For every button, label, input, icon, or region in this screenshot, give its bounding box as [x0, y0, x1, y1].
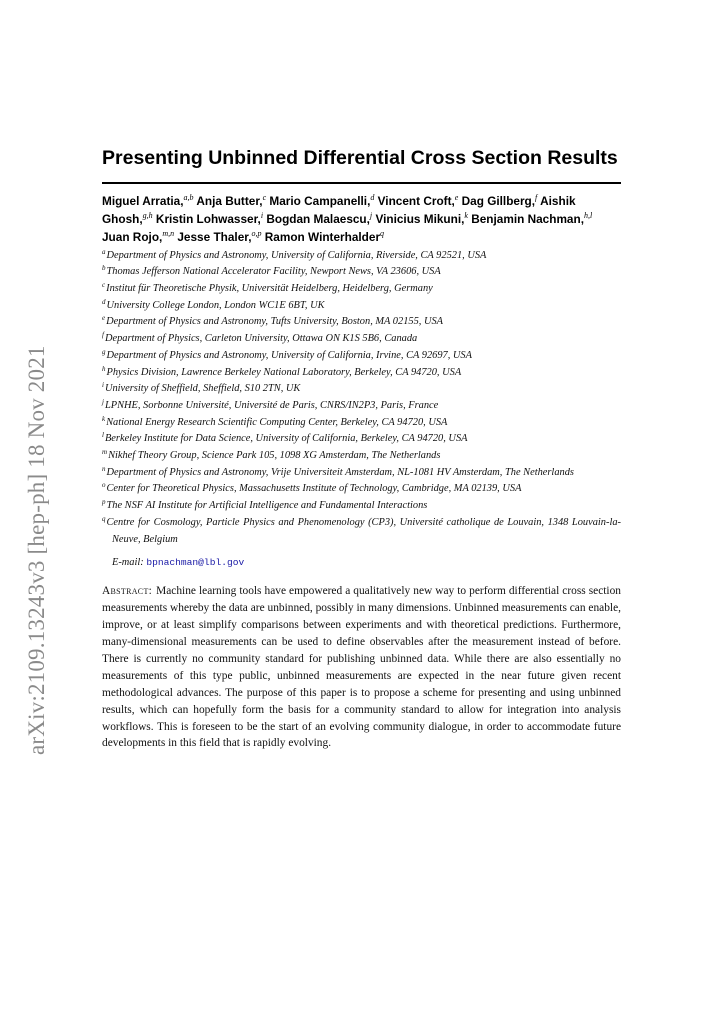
affiliation-key: n: [102, 464, 106, 473]
author: [375, 212, 468, 226]
affiliation-item: [102, 398, 621, 415]
author: [156, 212, 263, 226]
affiliation-text: University of Sheffield, Sheffield, S10 2TN, UK: [104, 383, 301, 395]
author-affiliation-mark: f: [535, 192, 538, 202]
author-name: Jesse Thaler,: [177, 229, 252, 244]
abstract-heading: Abstract:: [102, 585, 153, 598]
author: [471, 212, 592, 226]
affiliation-key: h: [102, 364, 106, 373]
author: [102, 194, 194, 208]
affiliation-text: Center for Theoretical Physics, Massachusetts Institute of Technology, Cambridge, MA 02139, USA: [106, 483, 522, 495]
affiliation-key: m: [102, 448, 108, 457]
abstract-text: Machine learning tools have empowered a qualitatively new way to perform differential cross section measurements whereby the data are unbinned, possibly in many dimensions. Unbinned measurements can enable, improve, or at least simplify comparisons between experiments and with theoretical predictions. Furthermore, many-dimensional measurements can be used to define observables after the measurement instead of before. There is currently no community standard for publishing unbinned data. While there are also essentially no measurements of this type public, unbinned measurements are expected in the near future given recent methodological advances. The purpose of this paper is to propose a scheme for presenting and using unbinned results, which can hopefully form the basis for a community standard to allow for integration into analysis workflows. This is foreseen to be the start of an evolving community dialogue, in order to accommodate future developments in this field that is rapidly evolving.: [102, 585, 621, 750]
author-name: Kristin Lohwasser,: [155, 211, 261, 226]
author: [462, 194, 538, 208]
author-name: Dag Gillberg,: [461, 193, 536, 208]
author-name: Juan Rojo,: [102, 229, 163, 244]
affiliation-list: [102, 248, 621, 549]
author-affiliation-mark: j: [369, 210, 373, 220]
affiliation-text: Department of Physics and Astronomy, University of California, Irvine, CA 92697, USA: [106, 349, 472, 361]
title-rule: [102, 182, 621, 184]
paper-title: Presenting Unbinned Differential Cross Section Results: [102, 147, 618, 169]
email-link[interactable]: bpnachman@lbl.gov: [146, 557, 245, 569]
affiliation-key: i: [102, 381, 104, 390]
affiliation-text: Physics Division, Lawrence Berkeley National Laboratory, Berkeley, CA 94720, USA: [106, 366, 462, 378]
author: [269, 194, 374, 208]
affiliation-text: The NSF AI Institute for Artificial Intelligence and Fundamental Interactions: [106, 500, 428, 512]
author: [196, 194, 266, 208]
author-affiliation-mark: g,h: [142, 210, 153, 220]
affiliation-key: b: [102, 264, 106, 273]
author-affiliation-mark: c: [262, 192, 267, 202]
affiliation-item: [102, 365, 621, 382]
affiliation-item: [102, 498, 621, 515]
author-affiliation-mark: i: [260, 210, 264, 220]
affiliation-item: [102, 281, 621, 298]
author-affiliation-mark: d: [370, 192, 375, 202]
affiliation-text: Department of Physics, Carleton University, Ottawa ON K1S 5B6, Canada: [104, 333, 418, 345]
affiliation-key: p: [102, 498, 106, 507]
affiliation-item: [102, 465, 621, 482]
affiliation-item: [102, 415, 621, 432]
affiliation-key: q: [102, 514, 106, 523]
affiliation-item: [102, 381, 621, 398]
affiliation-item: [102, 298, 621, 315]
email-line: [112, 555, 621, 571]
affiliation-item: [102, 431, 621, 448]
author: [265, 230, 384, 244]
author-affiliation-mark: k: [464, 210, 468, 220]
affiliation-text: Thomas Jefferson National Accelerator Facility, Newport News, VA 23606, USA: [106, 266, 441, 278]
affiliation-key: g: [102, 347, 106, 356]
author-name: Mario Campanelli,: [269, 193, 371, 208]
author-name: Benjamin Nachman,: [471, 211, 584, 226]
arxiv-stamp: [14, 300, 74, 760]
author-affiliation-mark: q: [380, 228, 385, 238]
affiliation-text: Institut für Theoretische Physik, Universität Heidelberg, Heidelberg, Germany: [106, 283, 433, 294]
affiliation-key: a: [102, 247, 106, 256]
author: [266, 212, 372, 226]
affiliation-text: Berkeley Institute for Data Science, University of California, Berkeley, CA 94720, USA: [104, 433, 468, 445]
affiliation-text: Centre for Cosmology, Particle Physics and Phenomenology (CP3), Université catholique de Louvain, 1348 Louvain-la-Neuve, Belgium: [106, 516, 621, 545]
author-affiliation-mark: o,p: [251, 228, 262, 238]
author-name: Miguel Arratia,: [102, 193, 184, 208]
paper-front-matter: [102, 144, 621, 752]
abstract: [102, 583, 621, 752]
author-name: Vincent Croft,: [377, 193, 455, 208]
affiliation-key: f: [102, 331, 104, 340]
author-affiliation-mark: h,l: [583, 210, 593, 220]
affiliation-item: [102, 515, 621, 548]
affiliation-key: e: [102, 314, 106, 323]
affiliation-item: [102, 248, 621, 265]
affiliation-key: k: [102, 414, 106, 423]
affiliation-text: Department of Physics and Astronomy, Vrije Universiteit Amsterdam, NL-1081 HV Amsterdam, The Netherlands: [106, 466, 574, 478]
author: [102, 230, 174, 244]
affiliation-key: d: [102, 297, 106, 306]
author-affiliation-mark: e: [454, 192, 459, 202]
affiliation-text: Department of Physics and Astronomy, University of California, Riverside, CA 92521, USA: [106, 249, 487, 261]
author-affiliation-mark: a,b: [183, 192, 194, 202]
affiliation-text: Department of Physics and Astronomy, Tufts University, Boston, MA 02155, USA: [106, 316, 444, 328]
affiliation-item: [102, 331, 621, 348]
author: [177, 230, 261, 244]
affiliation-key: j: [102, 397, 104, 406]
email-label: E-mail:: [112, 557, 144, 569]
author: [378, 194, 459, 208]
affiliation-text: National Energy Research Scientific Computing Center, Berkeley, CA 94720, USA: [106, 416, 448, 428]
affiliation-key: o: [102, 481, 106, 490]
affiliation-key: l: [102, 431, 104, 440]
author-name: Bogdan Malaescu,: [266, 211, 370, 226]
arxiv-identifier: arXiv:2109.13243v3 [hep-ph] 18 Nov 2021: [24, 345, 49, 755]
affiliation-text: University College London, London WC1E 6BT, UK: [106, 299, 325, 311]
author-name: Aishik Ghosh,: [102, 193, 576, 226]
author-name: Vinicius Mikuni,: [375, 211, 465, 226]
author-name: Ramon Winterhalder: [264, 229, 381, 244]
affiliation-item: [102, 348, 621, 365]
affiliation-key: c: [102, 281, 106, 289]
author-affiliation-mark: m,n: [162, 228, 175, 238]
affiliation-item: [102, 264, 621, 281]
author-list: [102, 192, 621, 246]
affiliation-item: [102, 448, 621, 465]
affiliation-item: [102, 314, 621, 331]
affiliation-item: [102, 481, 621, 498]
affiliation-text: Nikhef Theory Group, Science Park 105, 1098 XG Amsterdam, The Netherlands: [108, 450, 441, 462]
author-name: Anja Butter,: [196, 193, 263, 208]
affiliation-text: LPNHE, Sorbonne Université, Université de Paris, CNRS/IN2P3, Paris, France: [104, 399, 439, 411]
